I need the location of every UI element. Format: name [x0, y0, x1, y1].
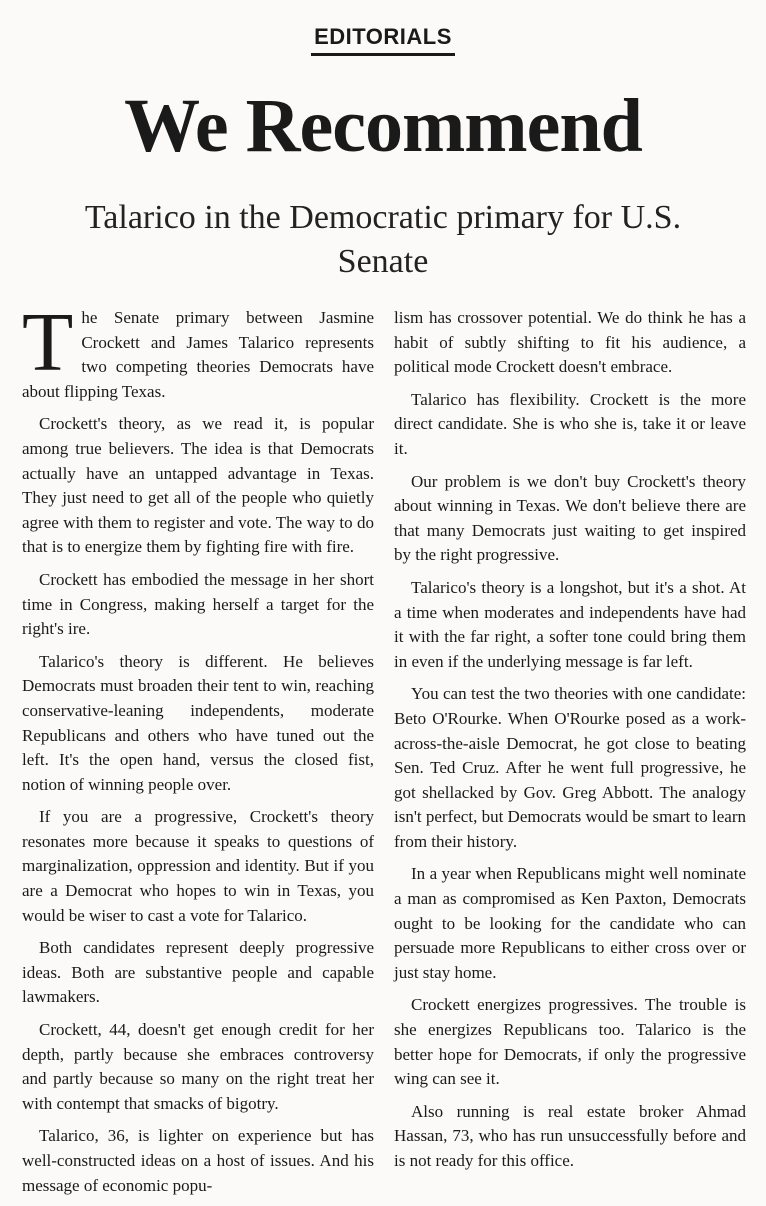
paragraph: Talarico, 36, is lighter on experience but has well-constructed ideas on a host of issues. And his message of economic popu- — [22, 1126, 374, 1195]
section-label-text: EDITORIALS — [311, 24, 455, 56]
paragraph: If you are a progressive, Crockett's theory resonates more because it speaks to questions of marginalization, oppression and identity. But if you are a Democrat who hopes to win in Texas, you would be wiser to cast a vote for Talarico. — [22, 807, 374, 925]
paragraph: Our problem is we don't buy Crockett's theory about winning in Texas. We don't believe there are that many Democrats just waiting to get inspired by the right progressive. — [394, 471, 746, 565]
right-column — [394, 306, 746, 1182]
paragraph: Also running is real estate broker Ahmad Hassan, 73, who has run unsuccessfully before and is not ready for this office. — [394, 1101, 746, 1170]
paragraph: Crockett energizes progressives. The trouble is she energizes Republicans too. Talarico is the better hope for Democrats, if only the progressive wing can see it. — [394, 995, 746, 1089]
paragraph: Talarico's theory is a longshot, but it's a shot. At a time when moderates and independents have had it with the far right, a softer tone could bring them in even if the underlying message is far left. — [394, 577, 746, 671]
paragraph: lism has crossover potential. We do think he has a habit of subtly shifting to fit his audience, a political mode Crockett doesn't embrace. — [394, 308, 746, 377]
paragraph: Crockett, 44, doesn't get enough credit for her depth, partly because she embraces controversy and partly because so many on the right treat her with contempt that smacks of bigotry. — [22, 1020, 374, 1113]
section-label — [0, 24, 766, 56]
paragraph: In a year when Republicans might well nominate a man as compromised as Ken Paxton, Democrats ought to be looking for the candidate who can persuade more Republicans to either cross over or just stay home. — [394, 864, 746, 982]
paragraph: Both candidates represent deeply progressive ideas. Both are substantive people and capable lawmakers. — [22, 938, 374, 1007]
deck-subheadline: Talarico in the Democratic primary for U.S. Senate — [84, 199, 682, 280]
headline: We Recommend — [124, 84, 642, 168]
paragraph: Talarico's theory is different. He believes Democrats must broaden their tent to win, reaching conservative-leaning independents, moderate Republicans and others who have tuned out the left. It's the open hand, versus the closed fist, notion of winning people over. — [22, 651, 374, 794]
left-column — [22, 296, 374, 1206]
paragraph: Crockett has embodied the message in her short time in Congress, making herself a target for the right's ire. — [22, 569, 374, 639]
paragraph: The Senate primary between Jasmine Crockett and James Talarico represents two competing theories Democrats have about flipping Texas. — [22, 296, 374, 401]
paragraph: You can test the two theories with one candidate: Beto O'Rourke. When O'Rourke posed as a work-across-the-aisle Democrat, he got close to beating Sen. Ted Cruz. After he went full progressive, he got shellacked by Gov. Greg Abbott. The analogy isn't perfect, but Democrats would be smart to learn from their history. — [394, 684, 746, 851]
paragraph: Talarico has flexibility. Crockett is the more direct candidate. She is who she is, take it or leave it. — [394, 389, 746, 458]
paragraph: Crockett's theory, as we read it, is popular among true believers. The idea is that Democrats actually have an untapped advantage in Texas. They just need to get all of the people who quietly agree with them to register and vote. The way to do that is to energize them by fighting fire with fire. — [22, 414, 374, 557]
